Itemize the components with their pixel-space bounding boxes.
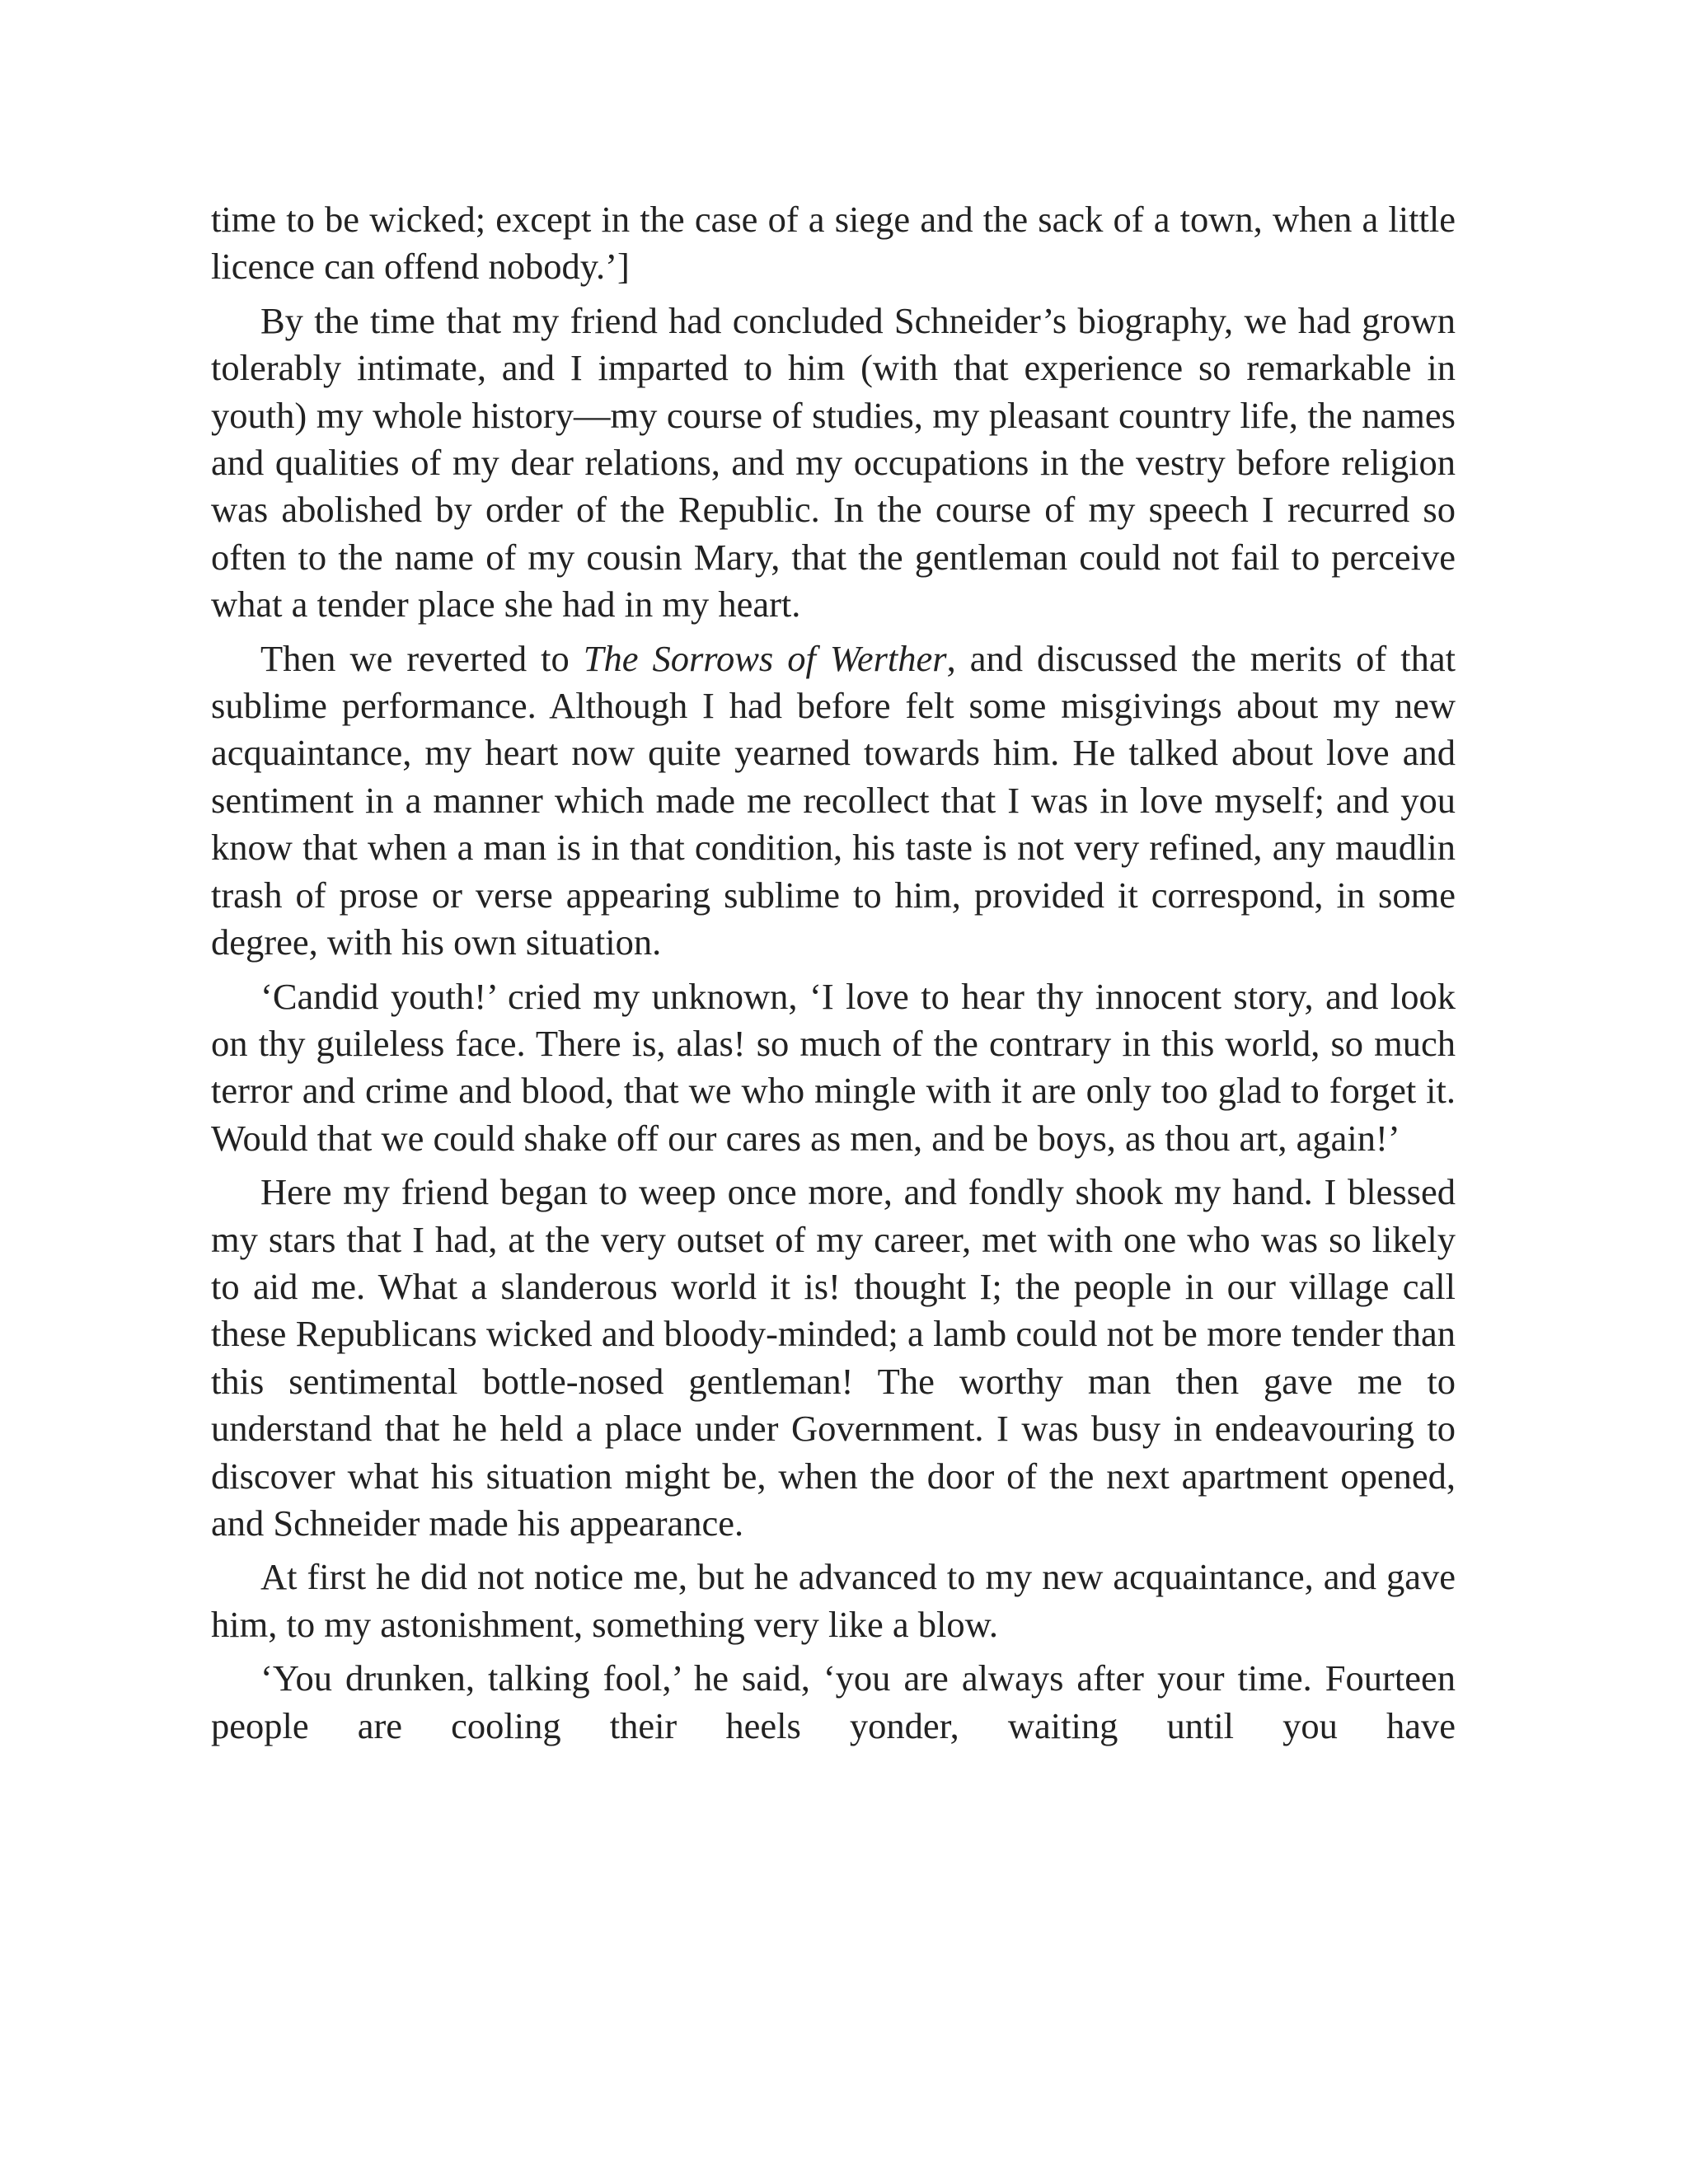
paragraph-3-after: , and discussed the merits of that sublime performance. Although I had before felt some misgivings about my new acquaintance, my heart now quite yearned towards him. He talked about love and sentiment in a manner which made me recollect that I was in love myself; and you know that when a man is in that condition, his taste is not very refined, any maudlin trash of prose or verse appearing sublime to him, provided it correspond, in some degree, with his own situation. [211,637,1456,963]
book-title: The Sorrows of Werther [583,637,947,679]
paragraph-4: ‘Candid youth!’ cried my unknown, ‘I love to hear thy innocent story, and look on thy guileless face. There is, alas! so much of the contrary in this world, so much terror and crime and blood, that we who mingle with it are only too glad to forget it. Would that we could shake off our cares as men, and be boys, as thou art, again!’ [211,975,1456,1159]
paragraph-2: By the time that my friend had concluded Schneider’s biography, we had grown tolerably intimate, and I imparted to him (with that experience so remarkable in youth) my whole history—my course of studies, my pleasant country life, the names and qualities of my dear relations, and my occupations in the vestry before religion was abolished by order of the Republic. In the course of my speech I recurred so often to the name of my cousin Mary, that the gentleman could not fail to perceive what a tender place she had in my heart. [211,299,1456,626]
paragraph-5: Here my friend began to weep once more, and fondly shook my hand. I blessed my stars that I had, at the very outset of my career, met with one who was so likely to aid me. What a slanderous world it is! thought I; the people in our village call these Republicans wicked and bloody-minded; a lamb could not be more tender than this sentimental bottle-nosed gentleman! The worthy man then gave me to understand that he held a place under Government. I was busy in endeavouring to discover what his situation might be, when the door of the next apartment opened, and Schneider made his appearance. [211,1171,1456,1544]
paragraph-3 [211,635,1456,967]
paragraph-3-before: Then we reverted to [260,637,584,679]
paragraph-1: time to be wicked; except in the case of a siege and the sack of a town, when a little licence can offend nobody.’] [211,199,1456,288]
paragraph-6: At first he did not notice me, but he advanced to my new acquaintance, and gave him, to my astonishment, something very like a blow. [211,1556,1456,1645]
paragraph-7: ‘You drunken, talking fool,’ he said, ‘you are always after your time. Fourteen people are cooling their heels yonder, waiting until you have [211,1657,1456,1746]
page-body [211,196,1456,1756]
